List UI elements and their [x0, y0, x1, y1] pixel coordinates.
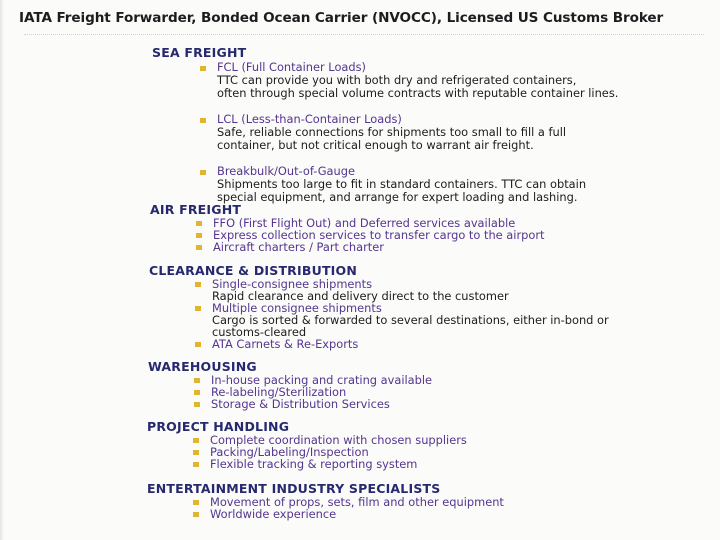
square-bullet-icon — [196, 245, 202, 250]
item-description: Shipments too large to fit in standard containers. TTC can obtain special equipment, and arrange for expert loading and lashing. — [217, 177, 587, 204]
list-item — [191, 508, 504, 520]
square-bullet-icon — [195, 342, 201, 347]
list-item — [198, 61, 618, 100]
item-title: ATA Carnets & Re-Exports — [212, 337, 359, 351]
title-divider — [24, 34, 704, 35]
list-item — [198, 113, 618, 152]
square-bullet-icon — [196, 233, 202, 238]
item-title: Movement of props, sets, film and other equipment — [210, 495, 504, 509]
section-heading: PROJECT HANDLING — [147, 419, 290, 434]
section-project-handling — [147, 420, 467, 470]
item-title: Express collection services to transfer cargo to the airport — [213, 228, 545, 242]
item-description: Cargo is sorted & forwarded to several destinations, either in-bond or customs-cleared — [212, 313, 609, 339]
square-bullet-icon — [196, 221, 202, 226]
list-item — [191, 458, 467, 470]
section-heading: ENTERTAINMENT INDUSTRY SPECIALISTS — [147, 481, 441, 496]
section-heading: SEA FREIGHT — [152, 45, 247, 60]
page-edge-shadow — [0, 0, 4, 540]
item-title: Storage & Distribution Services — [211, 397, 390, 411]
square-bullet-icon — [200, 118, 206, 123]
item-title: In-house packing and crating available — [211, 373, 433, 387]
square-bullet-icon — [193, 512, 199, 517]
section-heading: WAREHOUSING — [148, 359, 257, 374]
square-bullet-icon — [195, 282, 201, 287]
item-title: FFO (First Flight Out) and Deferred services available — [213, 216, 516, 230]
item-title: Single-consignee shipments — [212, 277, 373, 291]
square-bullet-icon — [194, 390, 200, 395]
section-air-freight — [150, 203, 544, 253]
item-title: LCL (Less-than-Container Loads) — [217, 112, 402, 126]
square-bullet-icon — [193, 438, 199, 443]
section-heading: AIR FREIGHT — [150, 202, 242, 217]
item-title: FCL (Full Container Loads) — [217, 60, 367, 74]
square-bullet-icon — [193, 462, 199, 467]
square-bullet-icon — [195, 306, 201, 311]
item-title: Worldwide experience — [210, 507, 337, 521]
item-title: Flexible tracking & reporting system — [210, 457, 418, 471]
page-title: IATA Freight Forwarder, Bonded Ocean Carrier (NVOCC), Licensed US Customs Broker — [19, 10, 664, 26]
list-item — [193, 302, 609, 338]
list-item — [192, 398, 432, 410]
square-bullet-icon — [200, 66, 206, 71]
list-item — [198, 165, 618, 204]
item-title: Re-labeling/Sterilization — [211, 385, 347, 399]
item-title: Multiple consignee shipments — [212, 301, 382, 315]
item-title: Aircraft charters / Part charter — [213, 240, 384, 254]
section-warehousing — [148, 360, 432, 410]
section-sea-freight — [152, 46, 618, 204]
section-clearance-distribution — [149, 264, 609, 350]
item-title: Packing/Labeling/Inspection — [210, 445, 369, 459]
section-heading: CLEARANCE & DISTRIBUTION — [149, 263, 358, 278]
item-title: Breakbulk/Out-of-Gauge — [217, 164, 355, 178]
item-title: Complete coordination with chosen suppliers — [210, 433, 467, 447]
list-item — [194, 241, 544, 253]
square-bullet-icon — [194, 402, 200, 407]
item-description: TTC can provide you with both dry and refrigerated containers, often through special volume contracts with reputable container lines. — [217, 73, 619, 100]
item-description: Rapid clearance and delivery direct to the customer — [212, 289, 509, 303]
list-item — [193, 338, 609, 350]
square-bullet-icon — [200, 170, 206, 175]
section-entertainment-specialists — [147, 482, 504, 520]
list-item — [193, 278, 609, 302]
square-bullet-icon — [193, 500, 199, 505]
square-bullet-icon — [194, 378, 200, 383]
item-description: Safe, reliable connections for shipments too small to fill a full container, but not critical enough to warrant air freight. — [217, 125, 567, 152]
square-bullet-icon — [193, 450, 199, 455]
